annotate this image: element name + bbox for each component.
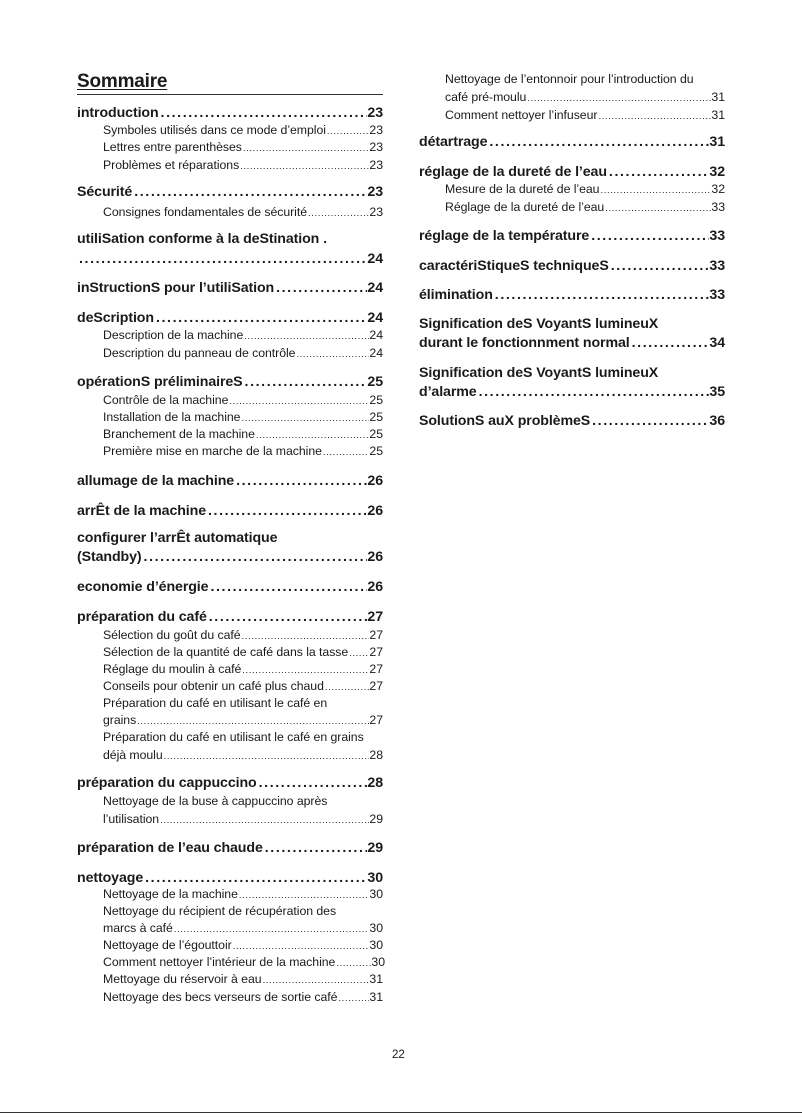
toc-heading[interactable] [77, 775, 383, 791]
toc-page-number: 31 [369, 990, 383, 1004]
toc-entry-label: Réglage du moulin à café [103, 662, 242, 676]
toc-page-number: 35 [709, 384, 725, 400]
leader-dots [609, 258, 710, 274]
toc-entry-label: Nettoyage des becs verseurs de sortie café [103, 990, 338, 1004]
toc-entry-label: détartrage [419, 134, 488, 150]
toc-heading[interactable] [419, 228, 725, 244]
toc-subentry[interactable] [103, 972, 383, 986]
toc-page-number: 26 [367, 579, 383, 595]
toc-page-number: 23 [369, 158, 383, 172]
toc-entry-label: Contrôle de la machine [103, 393, 229, 407]
toc-subentry[interactable] [103, 938, 383, 952]
toc-entry-label: Description du panneau de contrôle [103, 346, 296, 360]
toc-heading[interactable] [77, 251, 383, 267]
toc-page-number: 30 [367, 870, 383, 886]
toc-entry-label: caractériStiqueS techniqueS [419, 258, 609, 274]
toc-subentry[interactable] [103, 444, 383, 458]
toc-subentry[interactable] [103, 748, 383, 762]
toc-subentry[interactable] [103, 393, 383, 407]
toc-subentry-line: Préparation du café en utilisant le café en [103, 696, 328, 710]
toc-heading-line: utiliSation conforme à la deStination . [77, 231, 327, 247]
toc-subentry-line: Nettoyage de la buse à cappuccino après [103, 794, 328, 808]
toc-entry-label: Installation de la machine [103, 410, 241, 424]
toc-subentry[interactable] [103, 427, 383, 441]
toc-subentry[interactable] [103, 123, 383, 137]
leader-dots [493, 287, 710, 303]
toc-entry-label: (Standby) [77, 549, 142, 565]
leader-dots [263, 840, 368, 856]
leader-dots [597, 111, 711, 122]
toc-entry-label: Branchement de la machine [103, 427, 255, 441]
toc-subentry[interactable] [103, 410, 383, 424]
toc-page-number: 30 [369, 938, 383, 952]
toc-heading[interactable] [77, 105, 383, 121]
toc-page-number: 23 [369, 140, 383, 154]
toc-entry-label: economie d’énergie [77, 579, 209, 595]
leader-dots [262, 975, 370, 986]
toc-entry-label: Nettoyage de la machine [103, 887, 238, 901]
toc-heading[interactable] [77, 870, 383, 886]
toc-page-number: 28 [367, 775, 383, 791]
toc-page-number: 26 [367, 549, 383, 565]
toc-entry-label: l’utilisation [103, 812, 160, 826]
bottom-rule [0, 1112, 802, 1113]
leader-dots [295, 349, 369, 360]
toc-page-number: 31 [711, 90, 725, 104]
toc-page-number: 28 [369, 748, 383, 762]
toc-heading[interactable] [419, 164, 725, 180]
leader-dots [173, 924, 370, 935]
toc-heading[interactable] [77, 473, 383, 489]
toc-entry-label: nettoyage [77, 870, 144, 886]
leader-dots [240, 413, 369, 424]
toc-subentry[interactable] [103, 205, 383, 219]
toc-entry-label: Comment nettoyer l’intérieur de la machine [103, 955, 336, 969]
toc-entry-label: SolutionS auX problèmeS [419, 413, 591, 429]
leader-dots [159, 815, 369, 826]
toc-heading[interactable] [77, 184, 383, 200]
toc-page-number: 26 [367, 473, 383, 489]
toc-page-number: 25 [369, 393, 383, 407]
toc-entry-label: Problèmes et réparations [103, 158, 240, 172]
toc-heading-line: configurer l’arrÊt automatique [77, 530, 278, 546]
toc-page-number: 31 [711, 108, 725, 122]
toc-heading[interactable] [77, 549, 383, 565]
toc-page-number: 29 [367, 840, 383, 856]
toc-heading-line: Signification deS VoyantS lumineuX [419, 365, 659, 381]
leader-dots [604, 203, 711, 214]
toc-entry-label: Mesure de la dureté de l’eau [445, 182, 600, 196]
toc-subentry-line: Nettoyage de l’entonnoir pour l’introduction du [445, 72, 694, 86]
toc-entry-label: préparation du cappuccino [77, 775, 257, 791]
leader-dots [208, 579, 367, 595]
toc-entry-label: déjà moulu [103, 748, 163, 762]
toc-page-number: 27 [369, 679, 383, 693]
page-number: 22 [392, 1049, 405, 1061]
toc-entry-label: arrÊt de la machine [77, 503, 206, 519]
leader-dots [326, 126, 370, 137]
toc-entry-label: opérationS préliminaireS [77, 374, 243, 390]
toc-entry-label: réglage de la dureté de l’eau [419, 164, 607, 180]
leader-dots [132, 184, 367, 200]
toc-page-number: 32 [709, 164, 725, 180]
leader-dots [77, 251, 367, 267]
toc-entry-label: Sélection de la quantité de café dans la tasse [103, 645, 349, 659]
toc-page-number: 25 [367, 374, 383, 390]
leader-dots [234, 473, 367, 489]
toc-page-number: 23 [369, 123, 383, 137]
leader-dots [255, 430, 370, 441]
toc-entry-label: deScription [77, 310, 154, 326]
toc-page-number: 25 [369, 427, 383, 441]
toc-subentry[interactable] [103, 645, 383, 659]
toc-subentry[interactable] [103, 328, 383, 342]
toc-page-number: 24 [367, 280, 383, 296]
toc-heading[interactable] [77, 310, 383, 326]
leader-dots [228, 396, 369, 407]
leader-dots [257, 775, 368, 791]
toc-page-number: 30 [369, 887, 383, 901]
leader-dots [163, 751, 370, 762]
leader-dots [337, 993, 369, 1004]
leader-dots [142, 549, 368, 565]
leader-dots [239, 161, 369, 172]
toc-subentry[interactable] [103, 887, 383, 901]
toc-heading[interactable] [419, 287, 725, 303]
toc-page-number: 23 [367, 105, 383, 121]
leader-dots [243, 331, 369, 342]
leader-dots [607, 164, 709, 180]
toc-subentry[interactable] [103, 662, 383, 676]
toc-page-number: 33 [709, 258, 725, 274]
toc-heading[interactable] [419, 258, 725, 274]
leader-dots [241, 631, 370, 642]
toc-entry-label: Conseils pour obtenir un café plus chaud [103, 679, 324, 693]
leader-dots [232, 941, 370, 952]
leader-dots [154, 310, 367, 326]
toc-entry-label: Description de la machine [103, 328, 244, 342]
leader-dots [335, 958, 371, 969]
toc-entry-label: Nettoyage de l’égouttoir [103, 938, 232, 952]
toc-page-number: 24 [367, 251, 383, 267]
leader-dots [206, 503, 367, 519]
toc-entry-label: introduction [77, 105, 159, 121]
leader-dots [487, 134, 709, 150]
leader-dots [589, 228, 709, 244]
toc-entry-label: Réglage de la dureté de l’eau [445, 200, 605, 214]
toc-page-number: 24 [367, 310, 383, 326]
toc-page-number: 32 [711, 182, 725, 196]
toc-heading[interactable] [77, 840, 383, 856]
toc-page-number: 30 [371, 955, 385, 969]
toc-entry-label: allumage de la machine [77, 473, 235, 489]
leader-dots [599, 185, 711, 196]
toc-heading[interactable] [77, 579, 383, 595]
toc-page-number: 27 [369, 628, 383, 642]
leader-dots [243, 374, 368, 390]
toc-page-number: 33 [709, 287, 725, 303]
toc-heading[interactable] [77, 609, 383, 625]
toc-subentry[interactable] [103, 140, 383, 154]
leader-dots [526, 93, 711, 104]
toc-entry-label: Mettoyage du réservoir à eau [103, 972, 262, 986]
toc-subentry[interactable] [103, 812, 383, 826]
toc-page-number: 30 [369, 921, 383, 935]
leader-dots [238, 890, 370, 901]
toc-page-number: 33 [711, 200, 725, 214]
toc-entry-label: d’alarme [419, 384, 477, 400]
toc-entry-label: Sélection du goût du café [103, 628, 241, 642]
toc-page-number: 24 [369, 328, 383, 342]
toc-subentry[interactable] [103, 679, 383, 693]
toc-subentry[interactable] [445, 182, 725, 196]
leader-dots [136, 716, 369, 727]
toc-page-number: 27 [369, 662, 383, 676]
toc-subentry[interactable] [103, 921, 383, 935]
toc-entry-label: préparation de l’eau chaude [77, 840, 263, 856]
toc-page-number: 26 [367, 503, 383, 519]
toc-subentry-line: Préparation du café en utilisant le café en grains [103, 730, 364, 744]
toc-page-number: 31 [369, 972, 383, 986]
toc-entry-label: Consignes fondamentales de sécurité [103, 205, 308, 219]
toc-entry-label: Sécurité [77, 184, 133, 200]
leader-dots [207, 609, 368, 625]
toc-subentry[interactable] [103, 955, 385, 969]
leader-dots [242, 143, 370, 154]
toc-page-number: 23 [367, 184, 383, 200]
leader-dots [241, 665, 369, 676]
toc-heading-line: Signification deS VoyantS lumineuX [419, 316, 659, 332]
toc-heading[interactable] [419, 384, 725, 400]
toc-heading[interactable] [77, 503, 383, 519]
leader-dots [143, 870, 367, 886]
toc-title: Sommaire [77, 71, 383, 95]
toc-entry-label: réglage de la température [419, 228, 590, 244]
toc-entry-label: inStructionS pour l’utiliSation [77, 280, 275, 296]
leader-dots [348, 648, 369, 659]
toc-subentry[interactable] [445, 90, 725, 104]
toc-heading[interactable] [77, 374, 383, 390]
leader-dots [274, 280, 367, 296]
toc-entry-label: grains [103, 713, 137, 727]
toc-entry-label: durant le fonctionnment normal [419, 335, 630, 351]
toc-page-number: 27 [369, 645, 383, 659]
toc-subentry[interactable] [103, 346, 383, 360]
toc-subentry-line: Nettoyage du récipient de récupération des [103, 904, 337, 918]
toc-subentry[interactable] [445, 108, 725, 122]
leader-dots [324, 682, 370, 693]
toc-page-number: 25 [369, 444, 383, 458]
leader-dots [307, 208, 369, 219]
leader-dots [159, 105, 368, 121]
toc-entry-label: café pré-moulu [445, 90, 527, 104]
toc-entry-label: Comment nettoyer l’infuseur [445, 108, 598, 122]
toc-page-number: 24 [369, 346, 383, 360]
toc-subentry[interactable] [445, 200, 725, 214]
leader-dots [477, 384, 710, 400]
toc-subentry[interactable] [103, 158, 383, 172]
leader-dots [630, 335, 710, 351]
toc-heading[interactable] [419, 335, 725, 351]
toc-entry-label: Première mise en marche de la machine [103, 444, 322, 458]
toc-entry-label: Lettres entre parenthèses [103, 140, 242, 154]
toc-heading[interactable] [419, 134, 725, 150]
toc-page-number: 34 [709, 335, 725, 351]
toc-page-number: 23 [369, 205, 383, 219]
toc-page-number: 31 [709, 134, 725, 150]
toc-page-number: 29 [369, 812, 383, 826]
toc-page-number: 33 [709, 228, 725, 244]
toc-subentry[interactable] [103, 628, 383, 642]
leader-dots [322, 447, 370, 458]
toc-heading[interactable] [419, 413, 725, 429]
leader-dots [590, 413, 709, 429]
toc-page-number: 25 [369, 410, 383, 424]
toc-entry-label: élimination [419, 287, 493, 303]
toc-page-number: 36 [709, 413, 725, 429]
toc-entry-label: préparation du café [77, 609, 207, 625]
toc-subentry[interactable] [103, 713, 383, 727]
toc-subentry[interactable] [103, 990, 383, 1004]
toc-entry-label: Symboles utilisés dans ce mode d’emploi [103, 123, 326, 137]
toc-entry-label: marcs à café [103, 921, 173, 935]
toc-page-number: 27 [369, 713, 383, 727]
toc-heading[interactable] [77, 280, 383, 296]
toc-page-number: 27 [367, 609, 383, 625]
